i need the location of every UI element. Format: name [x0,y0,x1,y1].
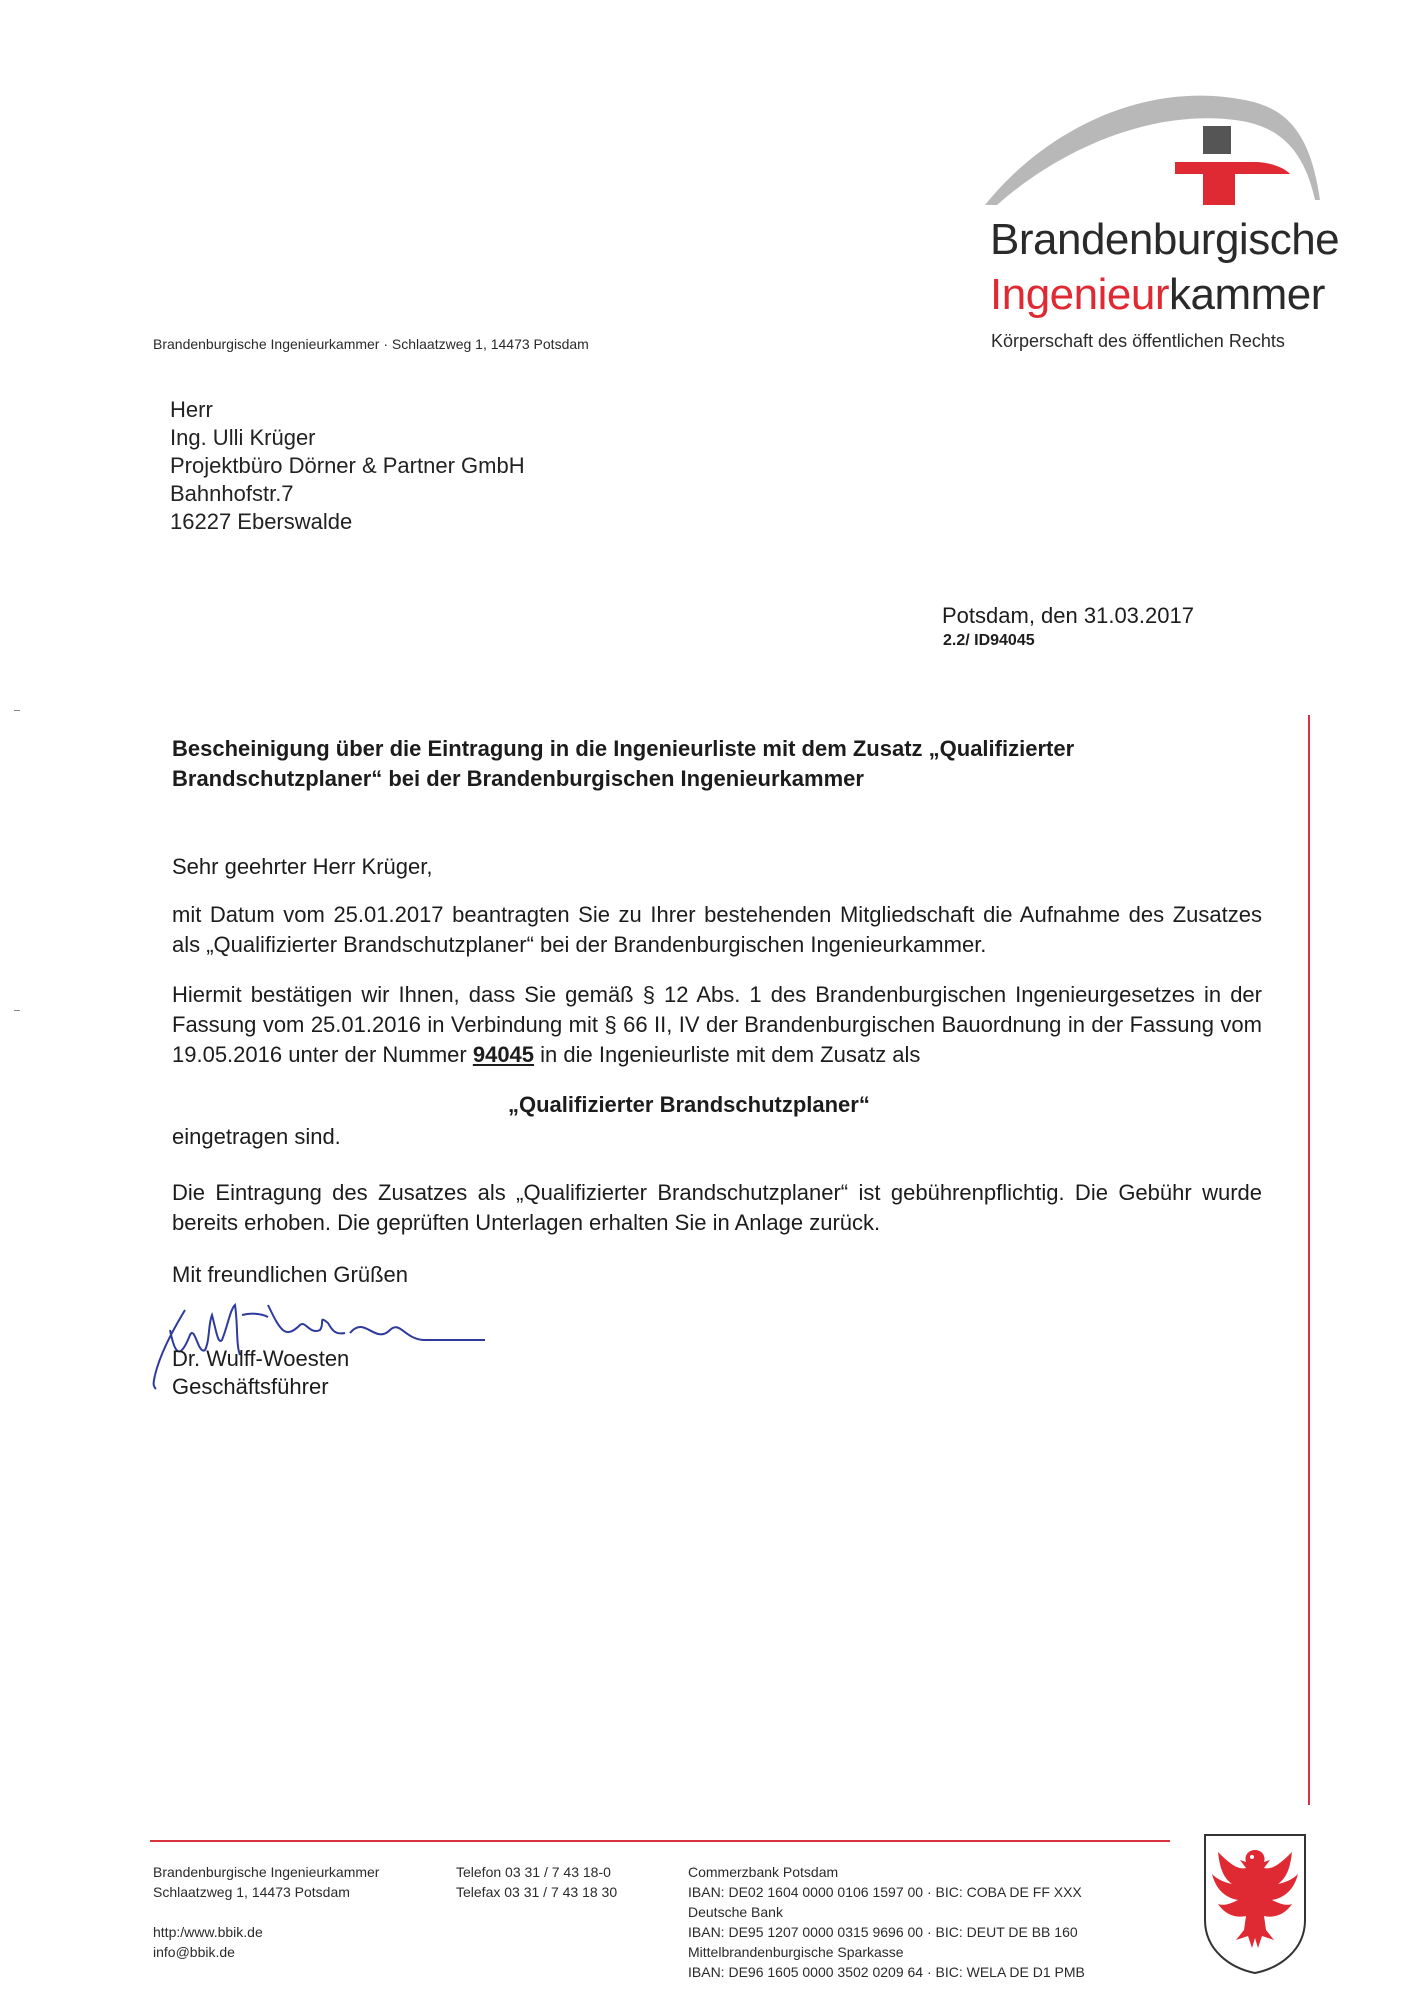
closing-phrase: Mit freundlichen Grüßen [172,1262,408,1287]
right-margin-rule [1308,715,1310,1805]
footer-line: Telefax 03 31 / 7 43 18 30 [456,1884,618,1900]
letter-subject: Bescheinigung über die Eintragung in die Ingenieurliste mit dem Zusatz „Qualifizierter Brandschutzplaner“ bei der Brandenburgischen Ingenieurkammer [172,736,1075,791]
logo-subtitle: Körperschaft des öffentlichen Rechts [991,331,1285,351]
date-line: Potsdam, den 31.03.2017 [942,603,1194,628]
designation-title: „Qualifizierter Brandschutzplaner“ [508,1092,870,1117]
footer-line: Schlaatzweg 1, 14473 Potsdam [153,1884,350,1900]
registered-text: eingetragen sind. [172,1124,341,1149]
logo-name-red: Ingenieur [990,270,1169,319]
footer-line: IBAN: DE96 1605 0000 3502 0209 64 · BIC: WELA DE D1 PMB [688,1964,1085,1980]
logo-name-line2 [990,270,1325,320]
footer-address [153,1862,379,1962]
footer-phone [456,1862,617,1902]
fold-mark [14,710,20,711]
footer-website-link[interactable]: http:/www.bbik.de [153,1924,263,1940]
footer-line: Mittelbrandenburgische Sparkasse [688,1944,904,1960]
salutation: Sehr geehrter Herr Krüger, [172,854,433,879]
footer-rule [150,1840,1170,1842]
footer-line: Commerzbank Potsdam [688,1864,839,1880]
footer-email-link[interactable]: info@bbik.de [153,1944,235,1960]
body-paragraph-2 [172,980,1262,1070]
registration-number: 94045 [472,1042,535,1067]
logo-name-line1: Brandenburgische [990,215,1340,264]
signer-title: Geschäftsführer [172,1374,329,1399]
paragraph-text: Hiermit bestätigen wir Ihnen, dass Sie gemäß § 12 Abs. 1 des Brandenburgischen Ingenieurgesetzes in der Fassung vom 25.01.2016 in Verbindung mit § 66 II, IV der Brandenburgischen Bauordnung in der Fassung vom 19.05.2016 unter der Nummer [172,982,1262,1067]
paragraph-text: in die Ingenieurliste mit dem Zusatz als [534,1042,921,1067]
recipient-address [170,396,525,536]
footer-line: Telefon 03 31 / 7 43 18-0 [456,1864,611,1880]
recipient-line: Bahnhofstr.7 [170,481,294,506]
logo-name-dark: kammer [1168,270,1325,319]
brandenburg-eagle-icon [1200,1830,1310,1975]
sender-line: Brandenburgische Ingenieurkammer · Schlaatzweg 1, 14473 Potsdam [153,336,589,352]
body-paragraph-3: Die Eintragung des Zusatzes als „Qualifizierter Brandschutzplaner“ ist gebührenpflichtig. Die Gebühr wurde bereits erhoben. Die geprüften Unterlagen erhalten Sie in Anlage zurück. [172,1180,1262,1235]
recipient-line: Ing. Ulli Krüger [170,425,316,450]
footer-line: Brandenburgische Ingenieurkammer [153,1864,380,1880]
footer-line [153,1902,379,1922]
footer-line: IBAN: DE95 1207 0000 0315 9696 00 · BIC: DEUT DE BB 160 [688,1924,1078,1940]
fold-mark [14,1010,20,1011]
chamber-logo-icon [985,90,1325,215]
body-paragraph-1: mit Datum vom 25.01.2017 beantragten Sie zu Ihrer bestehenden Mitgliedschaft die Aufnahme des Zusatzes als „Qualifizierter Brandschutzplaner“ bei der Brandenburgischen Ingenieurkammer. [172,902,1262,957]
signer-name: Dr. Wulff-Woesten [172,1346,350,1371]
recipient-line: Herr [170,397,213,422]
footer-line: IBAN: DE02 1604 0000 0106 1597 00 · BIC: COBA DE FF XXX [688,1884,1082,1900]
recipient-line: Projektbüro Dörner & Partner GmbH [170,453,525,478]
recipient-line: 16227 Eberswalde [170,509,353,534]
footer-line: Deutsche Bank [688,1904,783,1920]
footer-bank [688,1862,1085,1982]
reference-number: 2.2/ ID94045 [943,632,1035,649]
